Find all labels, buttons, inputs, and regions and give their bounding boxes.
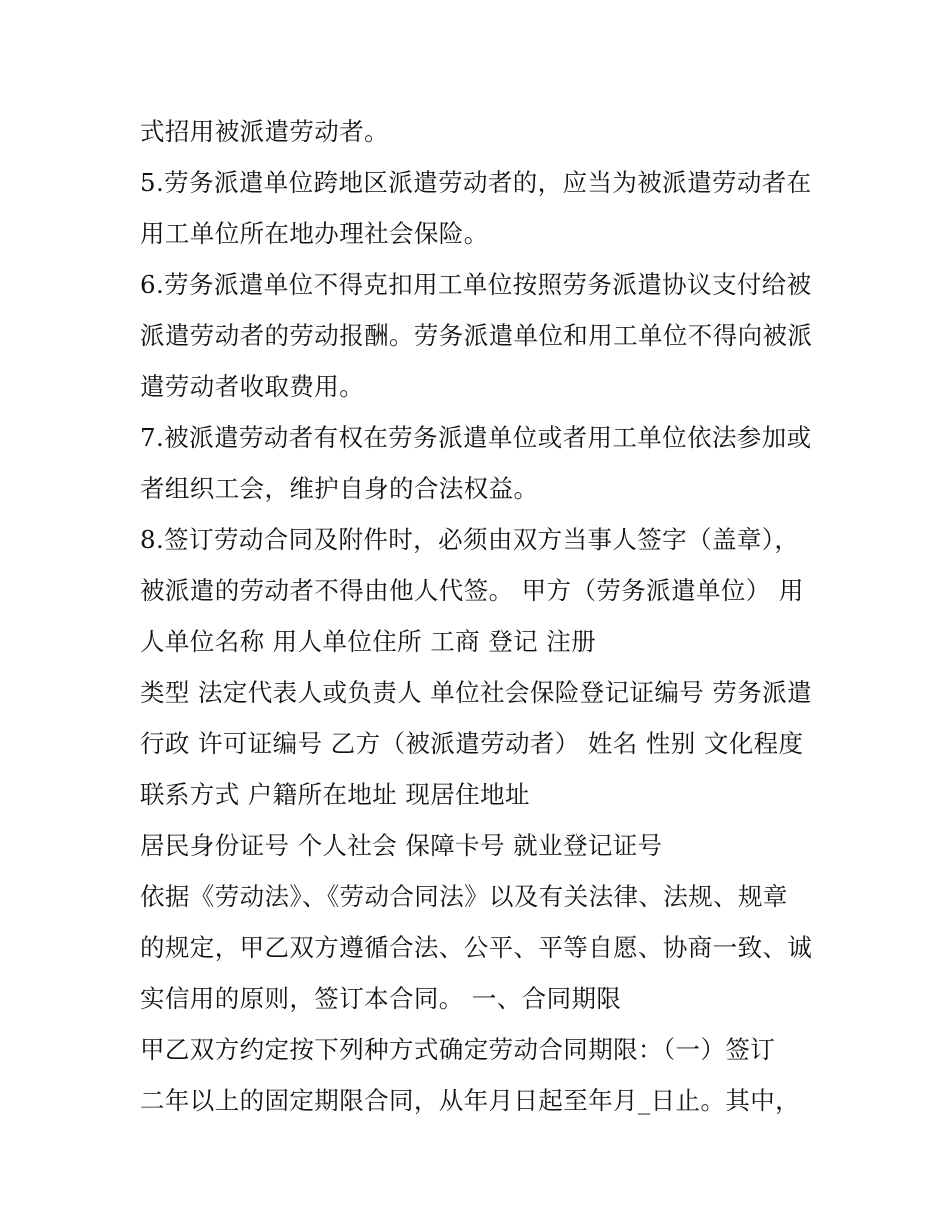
- text-line: 实信用的原则，签订本合同。 一、合同期限: [140, 984, 622, 1013]
- text-line: 7.被派遣劳动者有权在劳务派遣单位或者用工单位依法参加或: [140, 423, 812, 452]
- text-line: 派遣劳动者的劳动报酬。劳务派遣单位和用工单位不得向被派: [140, 321, 813, 350]
- text-line: 人单位名称 用人单位住所 工商 登记 注册: [140, 627, 597, 656]
- text-line: 者组织工会，维护自身的合法权益。: [140, 474, 539, 503]
- text-line: 类型 法定代表人或负责人 单位社会保险登记证编号 劳务派遣: [140, 678, 812, 707]
- text-line: 6.劳务派遣单位不得克扣用工单位按照劳务派遣协议支付给被: [140, 270, 812, 299]
- text-line: 5.劳务派遣单位跨地区派遣劳动者的，应当为被派遣劳动者在: [140, 168, 812, 197]
- text-line: 的规定，甲乙双方遵循合法、公平、平等自愿、协商一致、诚: [140, 933, 813, 962]
- text-line: 行政 许可证编号 乙方（被派遣劳动者） 姓名 性别 文化程度: [140, 729, 804, 758]
- text-line: 居民身份证号 个人社会 保障卡号 就业登记证号: [140, 831, 663, 860]
- text-line: 甲乙双方约定按下列种方式确定劳动合同期限：（一）签订: [140, 1035, 776, 1064]
- document-body: [140, 106, 830, 1126]
- text-line: 遣劳动者收取费用。: [140, 372, 365, 401]
- text-line: 式招用被派遣劳动者。: [140, 117, 389, 146]
- text-line: 依据《劳动法》、《劳动合同法》以及有关法律、法规、规章: [140, 882, 788, 911]
- text-line: 8.签订劳动合同及附件时，必须由双方当事人签字（盖章），: [140, 525, 800, 554]
- text-line: 联系方式 户籍所在地址 现居住地址: [140, 780, 530, 809]
- text-line: 被派遣的劳动者不得由他人代签。 甲方（劳务派遣单位） 用: [140, 576, 804, 605]
- text-line: 用工单位所在地办理社会保险。: [140, 219, 489, 248]
- text-line: 二年以上的固定期限合同，从年月日起至年月_日止。其中，: [140, 1086, 801, 1115]
